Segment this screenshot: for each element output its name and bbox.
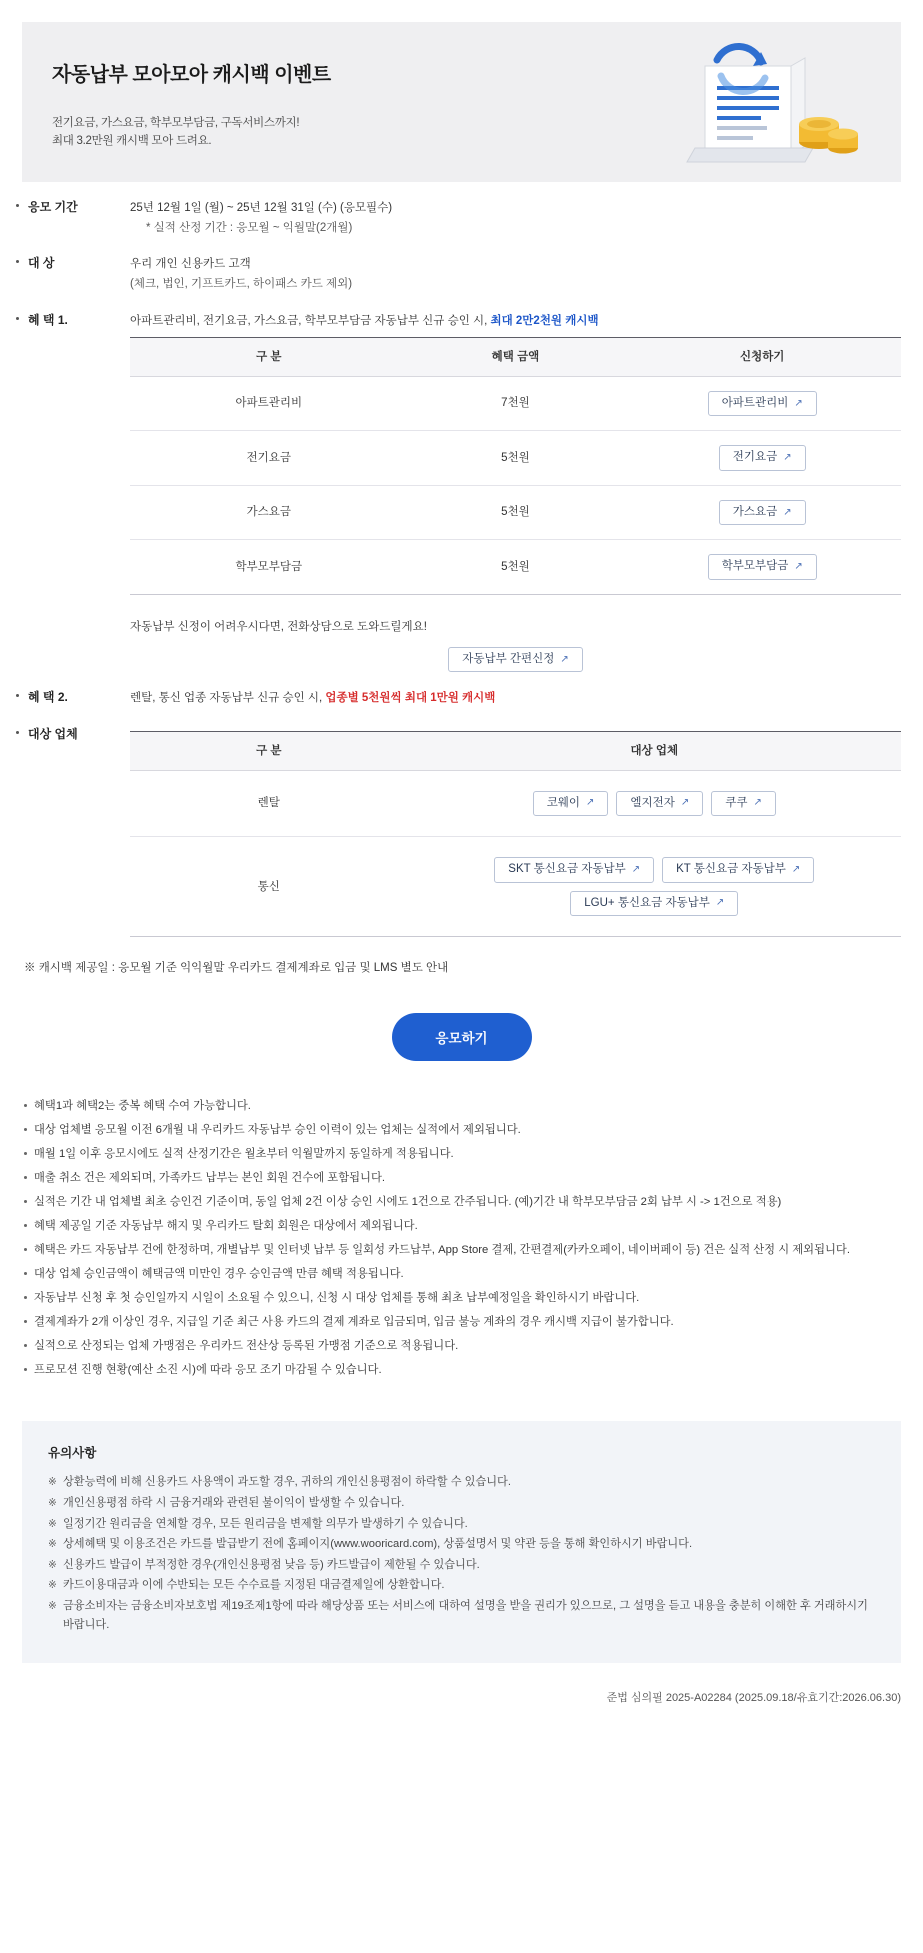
phone-consult-button-wrap (130, 647, 901, 673)
cell-vendors-telecom (408, 837, 901, 937)
vendor-button-kt[interactable] (662, 857, 814, 883)
vendor-button-lg-electronics[interactable] (616, 791, 703, 817)
period-note: * 실적 산정 기간 : 응모월 ~ 익월말(2개월) (146, 222, 353, 235)
vendor-button-label: 엘지전자 (630, 796, 675, 809)
easy-auto-payment-button[interactable] (448, 647, 582, 673)
terms-list (22, 1095, 901, 1381)
period-value: 25년 12월 1일 (월) ~ 25년 12월 31일 (수) (응모필수) (130, 202, 393, 214)
list-item: 대상 업체별 응모월 이전 6개월 내 우리카드 자동납부 승인 이력이 있는 업체는 실적에서 제외됩니다. (22, 1119, 901, 1141)
apply-button-apartment-fee[interactable] (708, 391, 817, 417)
caution-box (22, 1421, 901, 1663)
list-item: 실적으로 산정되는 업체 가맹점은 우리카드 전산상 등록된 가맹점 기준으로 적용됩니다. (22, 1335, 901, 1357)
vendor-button-label: 코웨이 (546, 796, 581, 809)
cell-vendors-rental (408, 770, 901, 837)
row-body-benefit-1 (130, 311, 901, 673)
promo-page (0, 22, 923, 1735)
row-body-vendors (130, 725, 901, 938)
cell-amount: 7천원 (408, 376, 624, 431)
benefit-1-text: 아파트관리비, 전기요금, 가스요금, 학부모부담금 자동납부 신규 승인 시, (130, 314, 491, 327)
row-label-target: 대 상 (22, 254, 130, 271)
list-item: ※ 카드이용대금과 이에 수반되는 모든 수수료를 지정된 대금결제일에 상환합니다. (48, 1576, 875, 1596)
benefit-table (130, 337, 901, 595)
cell-apply (623, 540, 901, 595)
table-row (130, 837, 901, 937)
cell-division: 아파트관리비 (130, 376, 408, 431)
caution-title: 유의사항 (48, 1446, 97, 1461)
apply-button-label: 가스요금 (732, 505, 778, 518)
content-section (22, 182, 901, 1381)
target-value: 우리 개인 신용카드 고객 (130, 258, 251, 271)
apply-button-label: 아파트관리비 (721, 396, 789, 409)
row-label-period: 응모 기간 (22, 198, 130, 215)
benefit-1-description (130, 311, 901, 331)
external-link-icon: ↗ (794, 397, 803, 409)
apply-button-label: 전기요금 (732, 451, 778, 464)
external-link-icon: ↗ (791, 863, 801, 875)
row-label-vendors: 대상 업체 (22, 725, 130, 742)
vendor-button-lgu-plus[interactable] (570, 891, 738, 917)
external-link-icon: ↗ (794, 561, 803, 572)
benefit-table-header-row (130, 337, 901, 376)
cell-division: 학부모부담금 (130, 540, 408, 595)
row-body-target (130, 254, 901, 294)
list-item: 결제계좌가 2개 이상인 경우, 지급일 기준 최근 사용 카드의 결제 계좌로 입금되며, 입금 불능 계좌의 경우 캐시백 지급이 불가합니다. (22, 1311, 901, 1333)
external-link-icon: ↗ (715, 897, 725, 909)
external-link-icon: ↗ (586, 797, 595, 809)
cell-division: 전기요금 (130, 431, 408, 486)
telecom-vendor-buttons (418, 849, 891, 924)
cell-amount: 5천원 (408, 485, 624, 540)
benefit-table-header-amount: 혜택 금액 (408, 337, 624, 376)
vendor-button-label: 쿠쿠 (725, 796, 748, 809)
vendor-table-header-division: 구 분 (130, 731, 408, 770)
target-note: (체크, 법인, 기프트카드, 하이패스 카드 제외) (130, 278, 353, 291)
table-row (130, 540, 901, 595)
row-label-benefit-2: 혜 택 2. (22, 688, 130, 705)
row-label-benefit-1: 혜 택 1. (22, 311, 130, 328)
external-link-icon: ↗ (560, 653, 569, 665)
list-item: 혜택 제공일 기준 자동납부 해지 및 우리카드 탈회 회원은 대상에서 제외됩니다. (22, 1215, 901, 1237)
vendor-table-header-vendors: 대상 업체 (408, 731, 901, 770)
cell-amount: 5천원 (408, 540, 624, 595)
vendor-table-header-row (130, 731, 901, 770)
apply-event-button[interactable]: 응모하기 (392, 1013, 532, 1061)
benefit-2-highlight: 업종별 5천원씩 최대 1만원 캐시백 (325, 692, 496, 705)
list-item: 혜택은 카드 자동납부 건에 한정하며, 개별납부 및 인터넷 납부 등 일회성 카드납부, App Store 결제, 간편결제(카카오페이, 네이버페이 등) 건은 실적 산정 시 제외됩니다. (22, 1239, 901, 1261)
cell-division-telecom: 통신 (130, 837, 408, 937)
hero-subtitle-line2: 최대 3.2만원 캐시백 모아 드려요. (52, 135, 212, 148)
external-link-icon: ↗ (631, 863, 641, 875)
row-vendors (22, 709, 901, 938)
cell-apply (623, 431, 901, 486)
cell-amount: 5천원 (408, 431, 624, 486)
benefit-table-header-division: 구 분 (130, 337, 408, 376)
list-item: 혜택1과 혜택2는 중복 혜택 수여 가능합니다. (22, 1095, 901, 1117)
apply-button-electricity[interactable] (719, 445, 806, 471)
row-body-benefit-2 (130, 688, 901, 708)
compliance-code: 준법 심의필 2025-A02284 (2025.09.18/유효기간:2026.06.30) (606, 1692, 901, 1705)
external-link-icon: ↗ (753, 797, 762, 809)
easy-auto-payment-label: 자동납부 간편신정 (462, 652, 555, 665)
bill-and-coins-illustration (673, 42, 863, 172)
vendor-button-cuckoo[interactable] (711, 791, 776, 817)
list-item: ※ 금융소비자는 금융소비자보호법 제19조제1항에 따라 해당상품 또는 서비스에 대하여 설명을 받을 권리가 있으므로, 그 설명을 듣고 내용을 충분히 이해한 후 거래하시기 바랍니다. (48, 1597, 875, 1636)
cell-apply (623, 485, 901, 540)
vendor-button-label: SKT 통신요금 자동납부 (508, 863, 626, 876)
apply-button-label: 학부모부담금 (721, 560, 789, 573)
hero-subtitle (52, 114, 299, 151)
table-row (130, 376, 901, 431)
page-title: 자동납부 모아모아 캐시백 이벤트 (52, 64, 331, 86)
list-item: ※ 신용카드 발급이 부적정한 경우(개인신용평점 낮음 등) 카드발급이 제한될 수 있습니다. (48, 1556, 875, 1576)
cell-division: 가스요금 (130, 485, 408, 540)
list-item: ※ 개인신용평점 하락 시 금융거래와 관련된 불이익이 발생할 수 있습니다. (48, 1494, 875, 1514)
vendor-button-skt[interactable] (494, 857, 654, 883)
vendor-button-label: LGU+ 통신요금 자동납부 (584, 896, 710, 909)
caution-list (48, 1473, 875, 1636)
list-item: ※ 일정기간 원리금을 연체할 경우, 모든 원리금을 변제할 의무가 발생하기 수 있습니다. (48, 1515, 875, 1535)
row-benefit-1 (22, 295, 901, 673)
list-item: 프로모션 진행 현황(예산 소진 시)에 따라 응모 조기 마감될 수 있습니다. (22, 1359, 901, 1381)
apply-button-gas[interactable] (719, 500, 806, 526)
vendor-button-coway[interactable] (533, 791, 609, 817)
hero-banner (22, 22, 901, 182)
row-target (22, 238, 901, 294)
benefit-2-text: 렌탈, 통신 업종 자동납부 신규 승인 시, (130, 692, 326, 705)
benefit-table-header-apply: 신청하기 (623, 337, 901, 376)
row-period (22, 182, 901, 238)
vendor-button-label: KT 통신요금 자동납부 (676, 863, 786, 876)
row-body-period (130, 198, 901, 238)
hero-subtitle-line1: 전기요금, 가스요금, 학부모부담금, 구독서비스까지! (52, 117, 300, 129)
benefit-1-highlight: 최대 2만2천원 캐시백 (490, 314, 599, 327)
list-item: 실적은 기간 내 업체별 최초 승인건 기준이며, 동일 업체 2건 이상 승인 시에도 1건으로 간주됩니다. (예)기간 내 학부모부담금 2회 납부 시 -> 1건으로 적용) (22, 1191, 901, 1213)
cell-apply (623, 376, 901, 431)
external-link-icon: ↗ (680, 797, 690, 809)
list-item: 매출 취소 건은 제외되며, 가족카드 납부는 본인 회원 건수에 포함됩니다. (22, 1167, 901, 1189)
list-item: 자동납부 신청 후 첫 승인일까지 시일이 소요될 수 있으니, 신청 시 대상 업체를 통해 최초 납부예정일을 확인하시기 바랍니다. (22, 1287, 901, 1309)
cell-division-rental: 렌탈 (130, 770, 408, 837)
rental-vendor-buttons (418, 783, 891, 825)
phone-consult-note: 자동납부 신정이 어려우시다면, 전화상담으로 도와드릴게요! (130, 620, 427, 633)
external-link-icon: ↗ (783, 506, 792, 518)
apply-button-school-fee[interactable] (708, 554, 817, 580)
cashback-schedule-note: ※ 캐시백 제공일 : 응모월 기준 익익월말 우리카드 결제계좌로 입금 및 LMS 별도 안내 (24, 962, 449, 975)
external-link-icon: ↗ (783, 452, 792, 463)
table-row (130, 770, 901, 837)
cta-wrap (22, 1013, 901, 1061)
list-item: ※ 상세혜택 및 이용조건은 카드를 발급받기 전에 홈페이지(www.wooricard.com), 상품설명서 및 약관 등을 통해 확인하시기 바랍니다. (48, 1535, 875, 1555)
list-item: ※ 상환능력에 비해 신용카드 사용액이 과도할 경우, 귀하의 개인신용평점이 하락할 수 있습니다. (48, 1473, 875, 1493)
list-item: 매월 1일 이후 응모시에도 실적 산정기간은 월초부터 익월말까지 동일하게 적용됩니다. (22, 1143, 901, 1165)
table-row (130, 431, 901, 486)
list-item: 대상 업체 승인금액이 혜택금액 미만인 경우 승인금액 만큼 혜택 적용됩니다. (22, 1263, 901, 1285)
row-benefit-2 (22, 672, 901, 708)
vendor-table (130, 731, 901, 938)
table-row (130, 485, 901, 540)
